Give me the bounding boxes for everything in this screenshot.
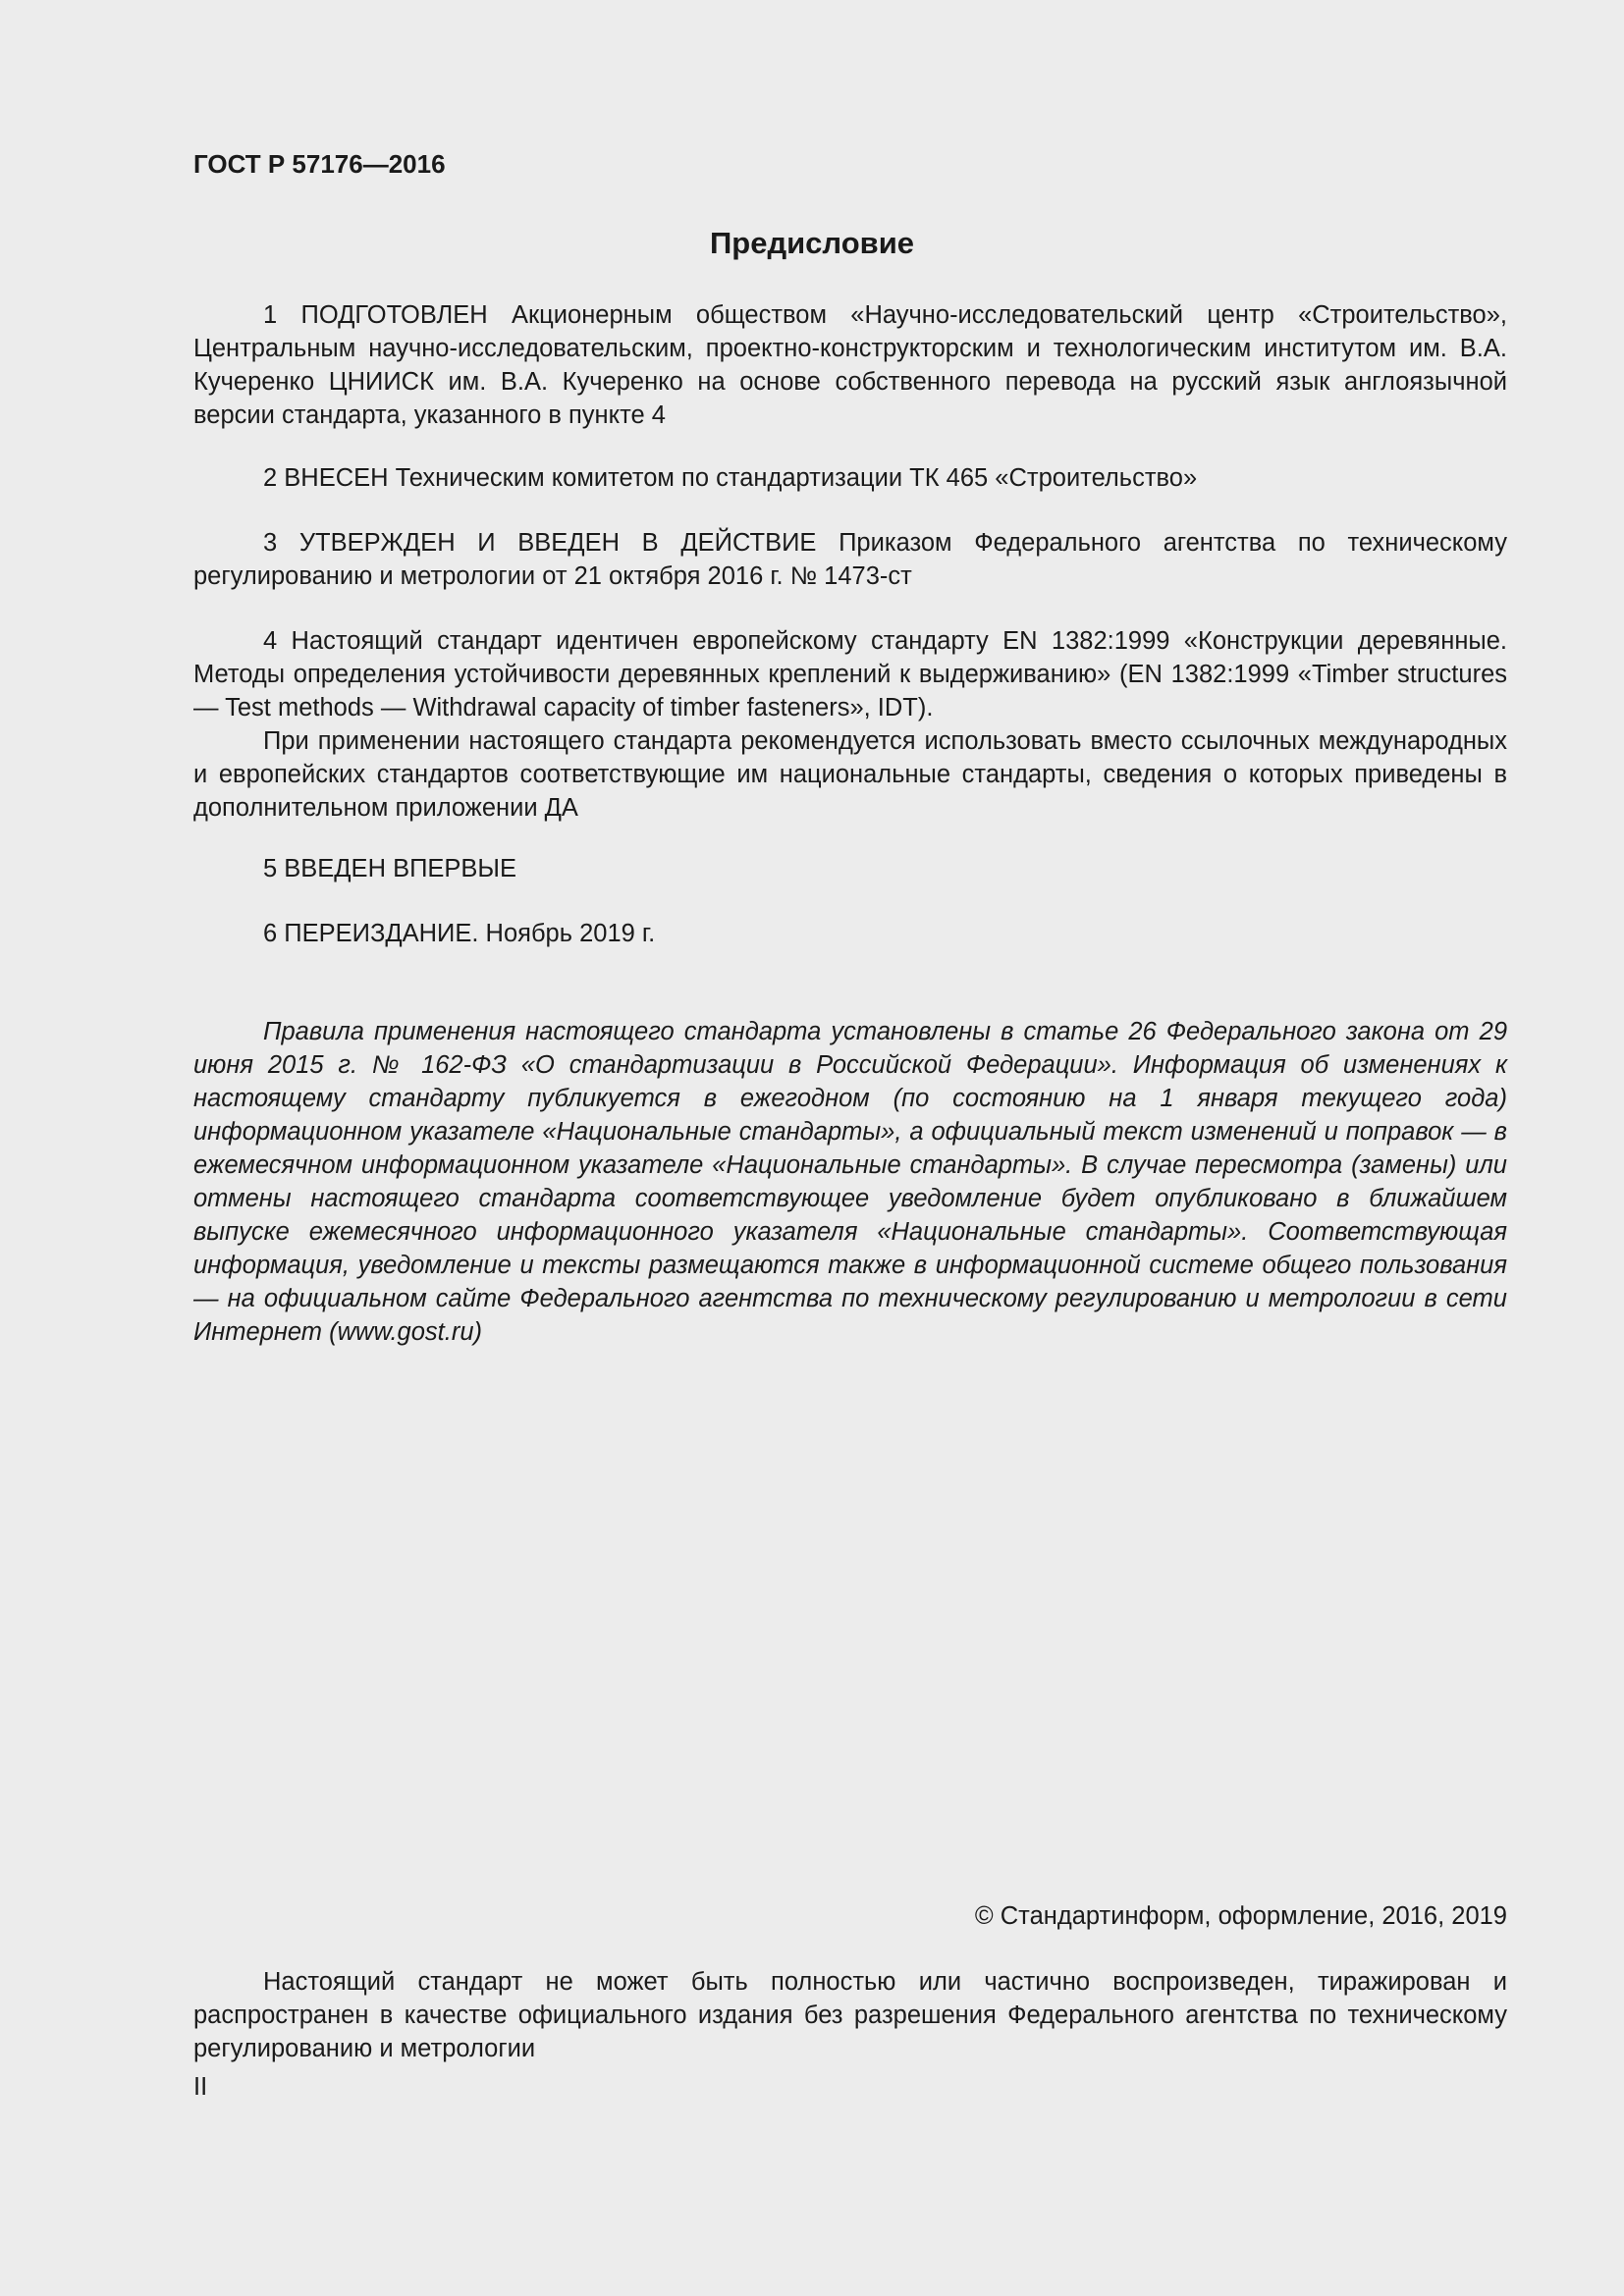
- item-2: [193, 461, 1507, 495]
- item-2-text: 2 ВНЕСЕН Техническим комитетом по стандартизации ТК 465 «Строительство»: [263, 464, 1198, 492]
- reproduction-notice: [193, 1965, 1507, 2065]
- item-4-text: 4 Настоящий стандарт идентичен европейскому стандарту EN 1382:1999 «Конструкции деревянные. Методы определения устойчивости деревянных креплений к выдерживанию» (EN 1382:1999 «Timber structures — Test methods — Withdrawal capacity of timber fasteners», IDT).: [193, 627, 1507, 721]
- rules-paragraph: [193, 1015, 1507, 1349]
- item-6: [193, 917, 1507, 950]
- item-6-text: 6 ПЕРЕИЗДАНИЕ. Ноябрь 2019 г.: [263, 920, 656, 947]
- page-title: Предисловие: [709, 226, 914, 260]
- document-code: ГОСТ Р 57176—2016: [193, 149, 446, 179]
- page-number: II: [193, 2073, 208, 2101]
- item-4-note: При применении настоящего стандарта рекомендуется использовать вместо ссылочных международных и европейских стандартов соответствующие им национальные стандарты, сведения о которых приведены в дополнительном приложении ДА: [193, 727, 1507, 822]
- item-4: [193, 624, 1507, 825]
- item-5: [193, 852, 1507, 885]
- item-3: [193, 526, 1507, 593]
- reproduction-notice-text: Настоящий стандарт не может быть полностью или частично воспроизведен, тиражирован и распространен в качестве официального издания без разрешения Федерального агентства по техническому регулированию и метрологии: [193, 1968, 1507, 2062]
- item-5-text: 5 ВВЕДЕН ВПЕРВЫЕ: [263, 855, 517, 882]
- rules-text: Правила применения настоящего стандарта установлены в статье 26 Федерального закона от 29 июня 2015 г. № 162-ФЗ «О стандартизации в Российской Федерации». Информация об изменениях к настоящему стандарту публикуется в ежегодном (по состоянию на 1 января текущего года) информационном указателе «Национальные стандарты», а официальный текст изменений и поправок — в ежемесячном информационном указателе «Национальные стандарты». В случае пересмотра (замены) или отмены настоящего стандарта соответствующее уведомление будет опубликовано в ближайшем выпуске ежемесячного информационного указателя «Национальные стандарты». Соответствующая информация, уведомление и тексты размещаются также в информационной системе общего пользования — на официальном сайте Федерального агентства по техническому регулированию и метрологии в сети Интернет (www.gost.ru): [193, 1018, 1507, 1346]
- item-1: [193, 298, 1507, 432]
- item-3-text: 3 УТВЕРЖДЕН И ВВЕДЕН В ДЕЙСТВИЕ Приказом Федерального агентства по техническому регулированию и метрологии от 21 октября 2016 г. № 1473-ст: [193, 529, 1507, 590]
- copyright-line: © Стандартинформ, оформление, 2016, 2019: [974, 1902, 1507, 1930]
- item-1-text: 1 ПОДГОТОВЛЕН Акционерным обществом «Научно-исследовательский центр «Строительство», Центральным научно-исследовательским, проектно-конструкторским и технологическим институтом им. В.А. Кучеренко ЦНИИСК им. В.А. Кучеренко на основе собственного перевода на русский язык англоязычной версии стандарта, указанного в пункте 4: [193, 301, 1507, 429]
